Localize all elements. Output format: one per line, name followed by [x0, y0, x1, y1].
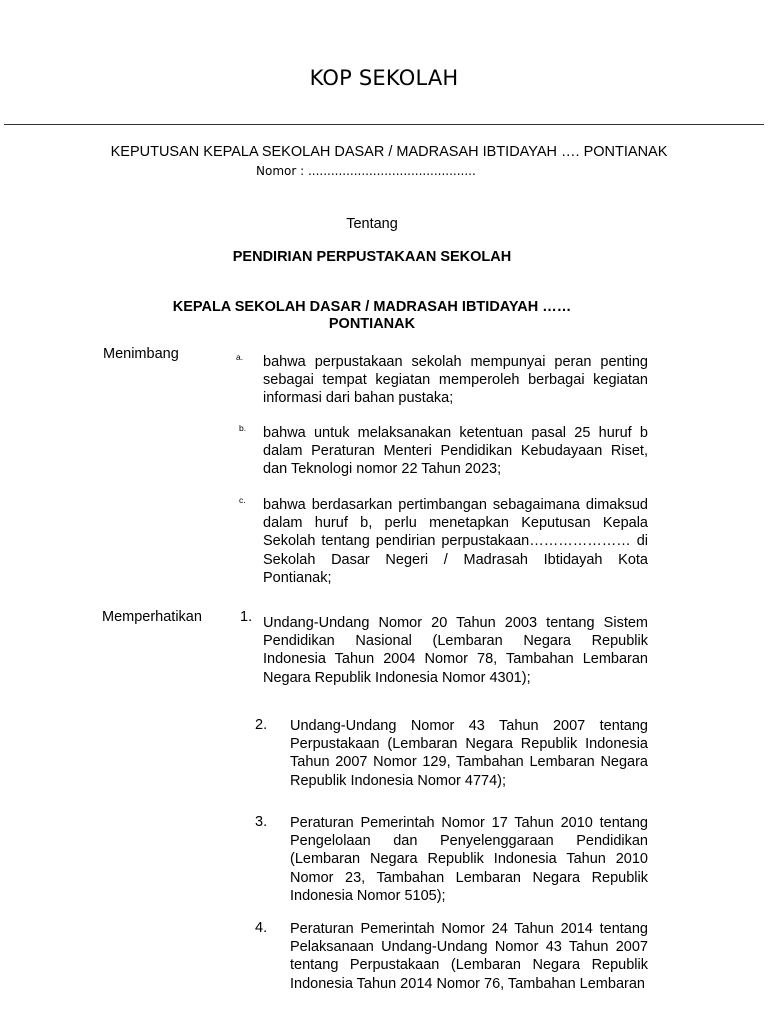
decree-title: KEPUTUSAN KEPALA SEKOLAH DASAR / MADRASAH IBTIDAYAH …. PONTIANAK: [110, 144, 668, 160]
menimbang-item-c: bahwa berdasarkan pertimbangan sebagaimana dimaksud dalam huruf b, perlu menetapkan Keputusan Kepala Sekolah tentang pendirian perpustakaan………………… di Sekolah Dasar Negeri / Madrasah Ibtidayah Kota Pontianak;: [263, 497, 648, 586]
menimbang-marker-a: a.: [236, 352, 244, 362]
menimbang-item-b: bahwa untuk melaksanakan ketentuan pasal 25 huruf b dalam Peraturan Menteri Pendidikan Kebudayaan Riset, dan Teknologi nomor 22 Tahun 2023;: [263, 425, 648, 478]
memperhatikan-item-4: Peraturan Pemerintah Nomor 24 Tahun 2014 tentang Pelaksanaan Undang-Undang Nomor 43 Tahun 2007 tentang Perpustakaan (Lembaran Negara Republik Indonesia Tahun 2014 Nomor 76, Tambahan Lembaran: [290, 921, 648, 992]
menimbang-marker-c: c.: [239, 495, 246, 505]
menimbang-label: Menimbang: [103, 346, 179, 362]
memperhatikan-item-1: Undang-Undang Nomor 20 Tahun 2003 tentang Sistem Pendidikan Nasional (Lembaran Negara Republik Indonesia Tahun 2004 Nomor 78, Tambahan Lembaran Negara Republik Indonesia Nomor 4301);: [263, 615, 648, 686]
about-label: Tentang: [346, 216, 398, 232]
memperhatikan-marker-4: 4.: [255, 920, 268, 936]
memperhatikan-item-3: Peraturan Pemerintah Nomor 17 Tahun 2010 tentang Pengelolaan dan Penyelenggaraan Pendidikan (Lembaran Negara Republik Indonesia Tahun 2010 Nomor 23, Tambahan Lembaran Negara Republik Indonesia Nomor 5105);: [290, 815, 648, 904]
memperhatikan-marker-1: 1.: [240, 609, 253, 625]
menimbang-item-a: bahwa perpustakaan sekolah mempunyai peran penting sebagai tempat kegiatan memperoleh berbagai kegiatan informasi dari bahan pustaka;: [263, 354, 648, 407]
letterhead-title: KOP SEKOLAH: [309, 66, 459, 90]
letterhead-divider: [4, 124, 764, 125]
issuer-line-1: KEPALA SEKOLAH DASAR / MADRASAH IBTIDAYAH ……: [172, 299, 572, 315]
memperhatikan-label: Memperhatikan: [102, 609, 202, 625]
memperhatikan-marker-3: 3.: [255, 814, 268, 830]
decree-subject: PENDIRIAN PERPUSTAKAAN SEKOLAH: [232, 249, 512, 265]
memperhatikan-marker-2: 2.: [255, 717, 268, 733]
decree-number: Nomor : ............................................: [256, 164, 476, 178]
menimbang-marker-b: b.: [239, 423, 247, 433]
memperhatikan-item-2: Undang-Undang Nomor 43 Tahun 2007 tentang Perpustakaan (Lembaran Negara Republik Indonesia Tahun 2007 Nomor 129, Tambahan Lembaran Negara Republik Indonesia Nomor 4774);: [290, 718, 648, 789]
issuer-line-2: PONTIANAK: [328, 316, 416, 332]
